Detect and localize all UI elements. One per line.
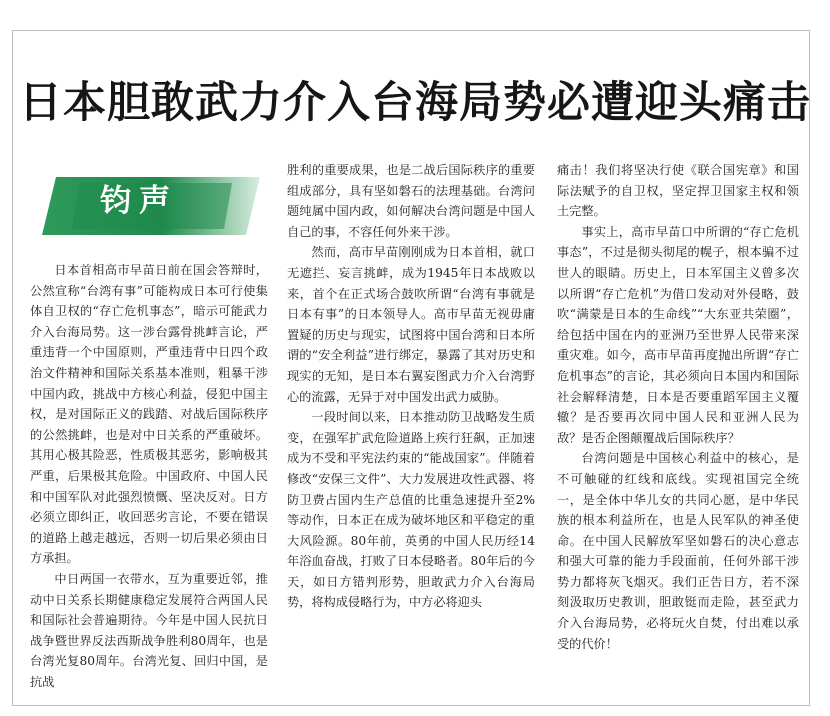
- headline: 日本胆敢武力介入台海局势必遭迎头痛击: [19, 77, 811, 128]
- paragraph: 然而，高市早苗刚刚成为日本首相，就口无遮拦、妄言挑衅，成为1945年日本战败以来，首个在正式场合鼓吹所谓“台湾有事就是日本有事”的日本领导人。高市早苗无视毋庸置疑的历史与现实，试图将中国台湾和日本所谓的“安全利益”进行绑定，暴露了其对历史和现实的无知，是日本右翼妄图武力介入台湾野心的流露，无异于对中国发出武力威胁。: [287, 245, 535, 404]
- column-logo: [42, 175, 260, 237]
- paragraph: 日本首相高市早苗日前在国会答辩时，公然宣称“台湾有事”可能构成日本可行使集体自卫权的“存亡危机事态”，暗示可能武力介入台海局势。这一涉台露骨挑衅言论，严重违背一个中国原则，严重违背中日四个政治文件精神和国际关系基本准则，粗暴干涉中国内政，挑战中方核心利益，侵犯中国主权，是对国际正义的践踏、对战后国际秩序的公然挑衅，也是对中日关系的严重破坏。其用心极其险恶，性质极其恶劣，影响极其严重，后果极其危险。中国政府、中国人民和中国军队对此强烈愤慨、坚决反对。日方必须立即纠正，收回恶劣言论，不要在错误的道路上越走越远，否则一切后果必须由日方承担。: [30, 263, 268, 566]
- article-column-3: [557, 160, 799, 690]
- paragraph: 一段时间以来，日本推动防卫战略发生质变，在强军扩武危险道路上疾行狂飙，正加速成为不受和平宪法约束的“能战国家”。伴随着修改“安保三文件”、大力发展进攻性武器、将防卫费占国内生产总值的比重急速提升至2%等动作，日本正在成为破坏地区和平稳定的重大风险源。80年前，英勇的中国人民历经14年浴血奋战，打败了日本侵略者。80年后的今天，如日方错判形势，胆敢武力介入台海局势，将构成侵略行为，中方必将迎头: [287, 410, 535, 610]
- paragraph: 胜利的重要成果，也是二战后国际秩序的重要组成部分，具有坚如磐石的法理基础。台湾问题纯属中国内政，如何解决台湾问题是中国人自己的事，不容任何外来干涉。: [287, 163, 535, 239]
- article-column-1: [30, 260, 268, 690]
- paragraph: 中日两国一衣带水，互为重要近邻，推动中日关系长期健康稳定发展符合两国人民和国际社会普遍期待。今年是中国人民抗日战争暨世界反法西斯战争胜利80周年，也是台湾光复80周年。台湾光复、回归中国，是抗战: [30, 571, 268, 689]
- paragraph: 台湾问题是中国核心利益中的核心，是不可触碰的红线和底线。实现祖国完全统一，是全体中华儿女的共同心愿，是中华民族的根本利益所在，也是人民军队的神圣使命。在中国人民解放军坚如磐石的决心意志和强大可靠的能力手段面前，任何外部干涉势力都将灰飞烟灭。我们正告日方，若不深刻汲取历史教训，胆敢铤而走险，甚至武力介入台海局势，必将玩火自焚，付出难以承受的代价！: [557, 451, 799, 651]
- paragraph: 事实上，高市早苗口中所谓的“存亡危机事态”，不过是彻头彻尾的幌子，根本骗不过世人的眼睛。历史上，日本军国主义曾多次以所谓“存亡危机”为借口发动对外侵略，鼓吹“满蒙是日本的生命线”“大东亚共荣圈”，给包括中国在内的亚洲乃至世界人民带来深重灾难。如今，高市早苗再度抛出所谓“存亡危机事态”的言论，其必须向日本国内和国际社会解释清楚，日本是否要重蹈军国主义覆辙？是否要再次同中国人民和亚洲人民为敌？是否企图颠覆战后国际秩序？: [557, 224, 799, 445]
- column-logo-label: 钧声: [100, 183, 178, 219]
- paragraph: 痛击！我们将坚决行使《联合国宪章》和国际法赋予的自卫权，坚定捍卫国家主权和领土完整。: [557, 163, 799, 219]
- article-column-2: [287, 160, 535, 690]
